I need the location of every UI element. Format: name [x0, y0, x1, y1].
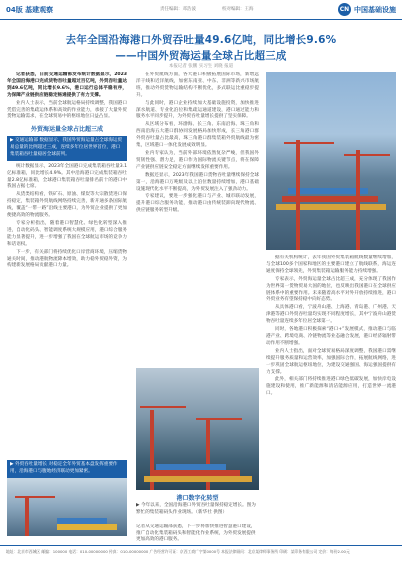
body-paragraph: 此外，相关部门将持续推进港口绿色低碳发展，加快岸电设施建设和使用，推广新能源和清洁能源应用，打造世界一流港口。	[266, 377, 396, 397]
body-paragraph: 专家表示，外贸海运量全球占比超三成，充分体现了我国作为世界第一货物贸易大国的地位，也反映出我国港口在全球供应链体系中的重要作用。未来随着高水平对外开放持续推进，港口外贸业务有望保持稳中向好态势。	[266, 276, 396, 303]
container-stack	[144, 476, 252, 482]
body-paragraph: 业内人士表示，当前全球航运格局持续调整，我国港口凭借完善的集疏运体系和高效的作业能力，承接了大量外贸货物运输需求，在全球贸易中的枢纽地位日益凸显。	[7, 100, 127, 120]
body-paragraph: 与此同时，港口企业持续加大基础设施投资，加快推进深水航道、专业化泊位和集疏运通道建设，港口通过能力和服务水平同步提升，为外贸吞吐量增长提供了坚实保障。	[136, 100, 259, 120]
logo-mark-icon: CN	[338, 3, 351, 16]
crane-shape	[356, 150, 360, 250]
body-paragraph: 从具体港口看，宁波舟山港、上海港、青岛港、广州港、天津港等港口外贸吞吐量均实现不同程度增长，其中宁波舟山港货物吞吐量连续多年位居全球第一。	[266, 305, 396, 325]
body-paragraph: 同时，各地港口积极探索“港口+”发展模式，推动港口与临港产业、跨境电商、冷链物流等业态融合发展，港口经济辐射带动作用不断增强。	[266, 327, 396, 346]
body-paragraph: 从货类结构看，铁矿石、原油、煤炭等大宗散货进口保持稳定，集装箱外贸航线网络持续完善，新开通多条国际航线，覆盖“一带一路”沿线主要港口，为外贸企业提供了更加便捷高效的物流服务。	[7, 192, 127, 219]
newspaper-logo	[338, 3, 396, 16]
photo-caption-title: 港口数字化转型	[176, 495, 219, 502]
port-photo-small	[7, 478, 127, 536]
crane-jib-shape	[284, 142, 334, 144]
body-paragraph: 从区域分布看，环渤海、长三角、东南沿海、珠三角和西南沿海五大港口群协同发展格局加快形成，长三角港口群外贸吞吐量占比最高，珠三角港口群集装箱外贸航线最为密集，区域港口一体化发展成效明显。	[136, 122, 259, 149]
container-stack	[57, 518, 107, 524]
body-paragraph: 业内人士指出，面对全球贸易格局深度调整，我国港口需继续提升服务质量和运营效率，加强国际合作，拓展航线网络，进一步巩固全球航运枢纽地位，为建设交通强国、海运强国提供有力支撑。	[266, 348, 396, 375]
highlight-box: ▶ 交通运输部 数据显示，我国外贸海运量占全球海运贸易总量的比例超过三成，连续多年位居世界首位，港口集装箱吞吐量稳居全球前列。	[7, 136, 127, 160]
sub-headline: ——中国外贸海运量全球占比超三成	[115, 50, 287, 62]
checker-credit: 校对编辑：王海	[222, 7, 254, 12]
section-subhead: 外贸海运量全球占比超三成	[30, 126, 103, 134]
body-paragraph: 据有关机构统计，去年我国外贸集装箱航线数量继续增加，与全球100多个国家和地区的主要港口建立了航线联系，海运连通度保持全球领先，外贸集装箱运输服务能力持续增强。	[266, 255, 396, 274]
crane-jib-shape	[344, 154, 390, 156]
body-paragraph: 在外贸航线方面，各大港口积极拓展国际市场，新增远洋干线和近洋航线，加密东南亚、中东、非洲等新兴市场航班，推动外贸货物运输结构不断优化，多式联运比重稳步提升。	[136, 72, 259, 98]
body-paragraph: 下一步，有关部门将持续优化口岸营商环境，压缩货物通关时间，推动港航物流降本增效，助力稳外贸稳外资，为构建新发展格局贡献港口力量。	[7, 249, 127, 269]
byline: 本报记者 张鹏 实习生 刘晓 报道	[168, 64, 234, 69]
article-column-1	[7, 72, 127, 474]
lead-paragraph: 记者获悉，日前交通运输部发布统计数据显示，2023年全国沿海港口完成货物吞吐量超过百亿吨，外贸吞吐量达到49.6亿吨，同比增长9.6%，港口运行总体平稳有序，为保障产业链供应链稳定畅通提供了有力支撑。	[7, 72, 127, 98]
body-paragraph: 数据还显示，2023年我国港口货物吞吐量继续保持全球第一，沿海港口万吨级及以上泊位数量持续增加，港口基础设施现代化水平不断提高，为外贸发展注入了强劲动力。	[136, 172, 259, 192]
container-stack	[57, 524, 117, 530]
port-photo-large	[136, 368, 259, 490]
page-section-label: 04版 基建观察	[6, 6, 54, 14]
body-paragraph: 业内专家认为，当前外部环境依然复杂严峻，但我国外贸韧性强、潜力足，港口作为国际物流关键节点，将在保障产业链供应链安全稳定方面继续发挥重要作用。	[136, 150, 259, 170]
highlight-box-bottom: ▶ 外贸吞吐量增长 对稳定全年外贸基本盘发挥重要作用，沿海港口与腹地经济联动更加紧密。	[7, 460, 127, 478]
port-aerial-photo	[266, 72, 396, 250]
article-column-2	[136, 72, 259, 366]
crane-jib-shape	[15, 496, 55, 498]
container-stack	[150, 470, 240, 476]
crane-shape	[296, 140, 300, 250]
main-headline: 去年全国沿海港口外贸吞吐量49.6亿吨，同比增长9.6%	[65, 34, 337, 46]
page-header	[0, 0, 402, 20]
page-footer: 地址：北京市西城区 邮编：100000 电话：010-00000000 传真：010-00000000 广告经营许可证：京西工商广字第0000号 本报法律顾问：北京某律师事务所 印刷：某印务有限公司 定价：每份2.00元	[0, 545, 402, 563]
body-paragraph: 记者从交通运输部获悉，下一步将加快推进智慧港口建设，推广自动化集装箱码头和智能化作业系统，为外贸发展提供更加高效的港口服务。	[136, 524, 256, 543]
crane-jib-shape	[140, 406, 186, 408]
body-paragraph: 专家建议，要进一步强化港口与产业、城市联动发展，提升港口综合服务功能，推动港口由传统装卸向现代物流、供应链服务转型升级。	[136, 194, 259, 214]
logo-text: 中国基础设施	[354, 5, 396, 14]
container-stack	[156, 464, 226, 470]
photo-caption: ▶ 今年以来，全国沿海港口外贸吞吐量保持稳定增长。图为繁忙的集装箱码头作业现场。（新华社 供图）	[136, 503, 256, 515]
crane-jib-shape	[196, 418, 242, 420]
article-column-3	[266, 255, 396, 543]
body-paragraph: 专家分析指出，随着港口智慧化、绿色化转型深入推进，自动化码头、智能调度系统大规模应用，港口综合服务能力显著提升，进一步增强了我国在全球航运市场的竞争力和话语权。	[7, 220, 127, 247]
container-stack	[276, 204, 386, 210]
crane-shape	[25, 496, 29, 536]
body-paragraph: 统计数据显示，2023年全国港口完成集装箱吞吐量3.1亿标准箱，同比增长4.9%。其中沿海港口完成集装箱吞吐量2.8亿标准箱，全球港口集装箱吞吐量排名前十的港口中我国占据七席。	[7, 163, 127, 190]
editor-credit: 责任编辑：邓浩波	[160, 7, 196, 12]
